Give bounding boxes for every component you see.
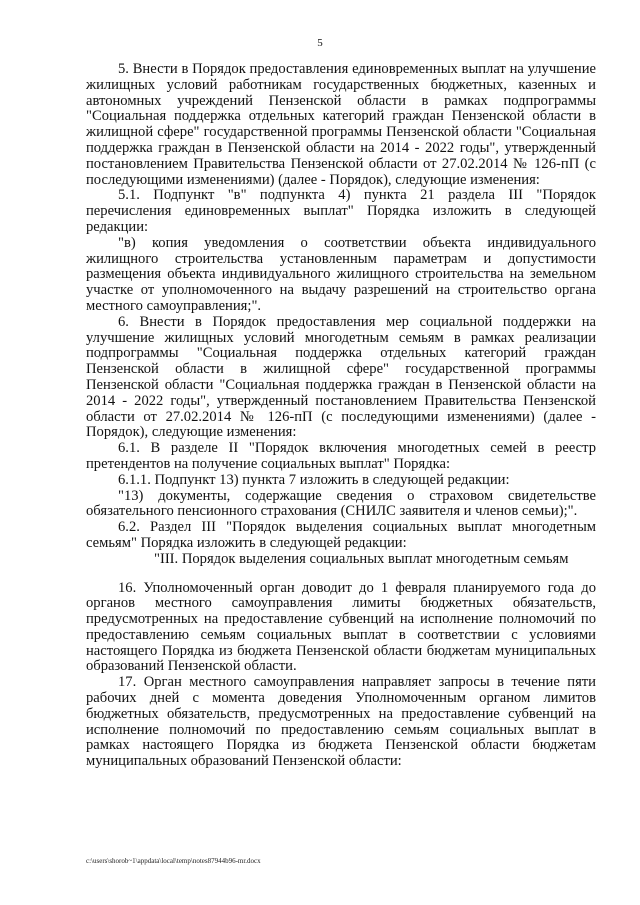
paragraph-item-6-1: 6.1. В разделе II "Порядок включения многодетных семей в реестр претендентов на получение социальных выплат" Порядка:	[86, 440, 596, 472]
paragraph-item-6-2: 6.2. Раздел III "Порядок выделения социальных выплат многодетным семьям" Порядка изложить в следующей редакции:	[86, 519, 596, 551]
page-number: 5	[317, 37, 323, 49]
paragraph-item-6: 6. Внести в Порядок предоставления мер социальной поддержки на улучшение жилищных условий многодетным семьям в рамках реализации подпрограммы "Социальная поддержка отдельных категорий граждан Пензенской области в жилищной сфере" государственной программы Пензенской области "Социальная поддержка граждан в Пензенской области на 2014 - 2022 годы", утвержденный постановлением Правительства Пензенской области от 27.02.2014 № 126-пП (с последующими изменениями) (далее - Порядок), следующие изменения:	[86, 313, 596, 441]
paragraph-item-5-1: 5.1. Подпункт "в" подпункта 4) пункта 21 раздела III "Порядок перечисления единовременных выплат" Порядка изложить в следующей редакции:	[86, 187, 596, 235]
paragraph-item-17: 17. Орган местного самоуправления направляет запросы в течение пяти рабочих дней с момента доведения Уполномоченным органом лимитов бюджетных обязательств, предусмотренных на предоставление субвенций на исполнение полномочий по предоставлению семьям социальных выплат в рамках настоящего Порядка из бюджета Пензенской области бюджетам муниципальных образований Пензенской области:	[86, 674, 596, 770]
document-body	[86, 62, 596, 770]
section-heading: "III. Порядок выделения социальных выплат многодетным семьям	[154, 550, 569, 567]
paragraph-quote-5-1: "в) копия уведомления о соответствии объекта индивидуального жилищного строительства установленным параметрам и допустимости размещения объекта индивидуального жилищного строительства на земельном участке от уполномоченного на выдачу разрешений на строительство органа местного самоуправления;".	[86, 234, 596, 314]
paragraph-item-6-1-1: 6.1.1. Подпункт 13) пункта 7 изложить в следующей редакции:	[118, 471, 510, 488]
paragraph-quote-6-1-1: "13) документы, содержащие сведения о страховом свидетельстве обязательного пенсионного страхования (СНИЛС заявителя и членов семьи);".	[86, 487, 596, 520]
footer-file-path: c:\users\shorob~1\appdata\local\temp\notes87944b96-mr.docx	[86, 857, 261, 865]
paragraph-item-16: 16. Уполномоченный орган доводит до 1 февраля планируемого года до органов местного самоуправления лимиты бюджетных обязательств, предусмотренных на предоставление субвенций на исполнение полномочий по предоставлению семьям социальных выплат в соответствии с условиями настоящего Порядка из бюджета Пензенской области бюджетам муниципальных образований Пензенской области.	[86, 579, 596, 675]
paragraph-item-5: 5. Внести в Порядок предоставления единовременных выплат на улучшение жилищных условий работникам государственных бюджетных, казенных и автономных учреждений Пензенской области в рамках подпрограммы "Социальная поддержка отдельных категорий граждан Пензенской области в жилищной сфере" государственной программы Пензенской области "Социальная поддержка граждан в Пензенской области на 2014 - 2022 годы", утвержденный постановлением Правительства Пензенской области от 27.02.2014 № 126-пП (с последующими изменениями) (далее - Порядок), следующие изменения:	[86, 61, 596, 188]
